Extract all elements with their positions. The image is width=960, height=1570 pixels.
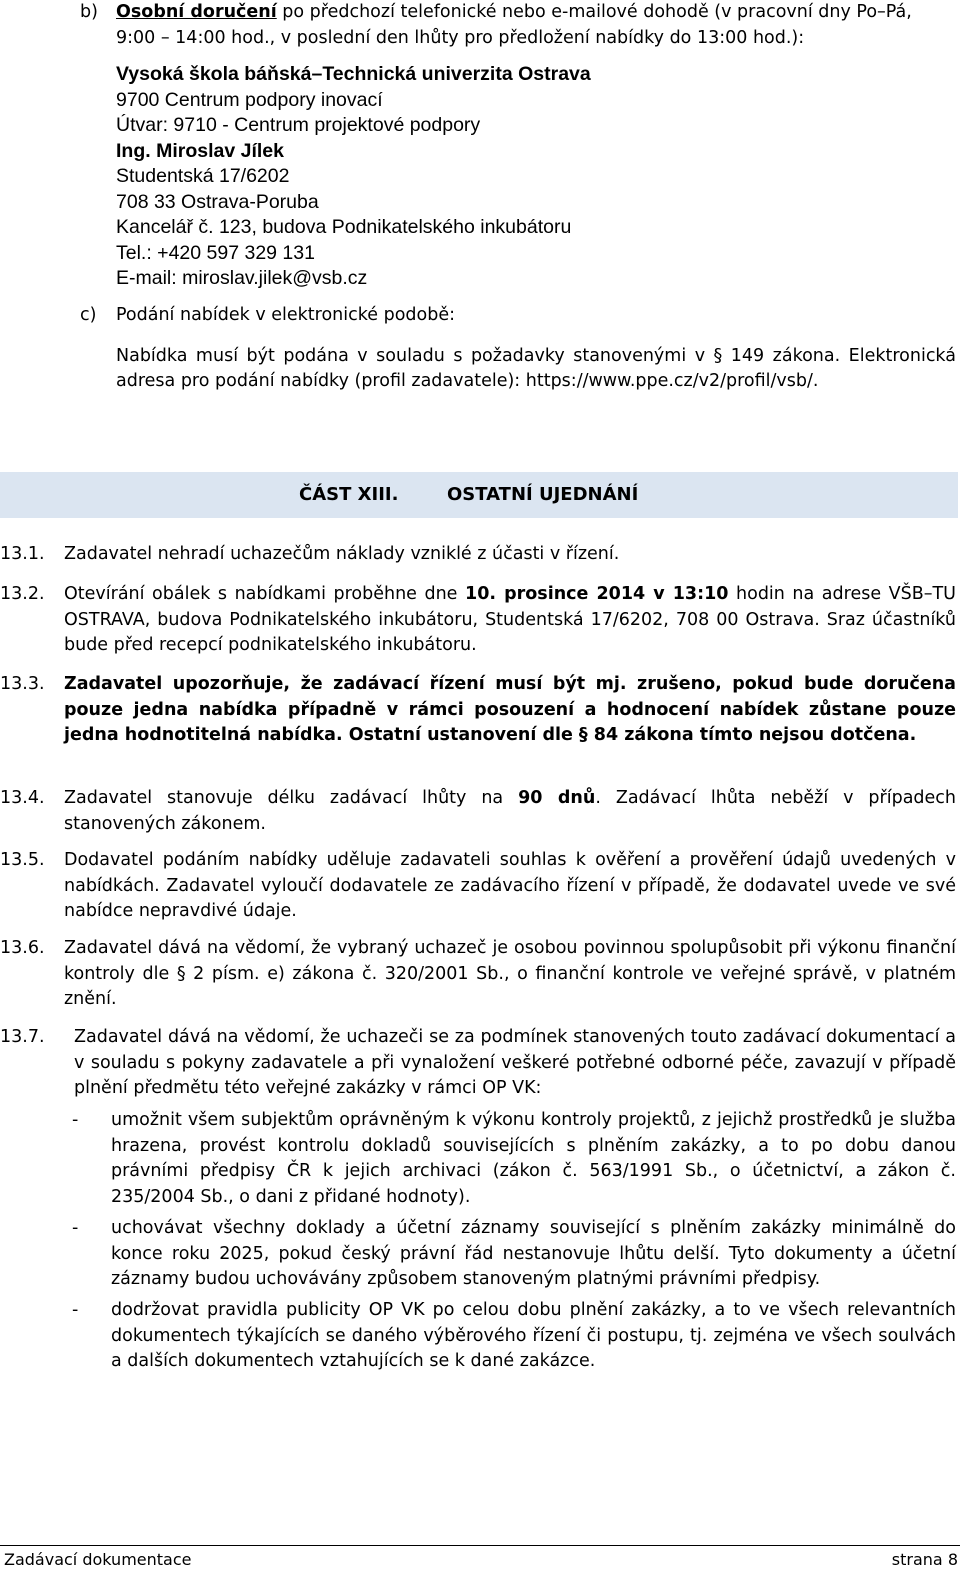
institution-name: Vysoká škola báňská–Technická univerzita Ostrava [116,63,591,85]
unit: Útvar: 9710 - Centrum projektové podpory [116,114,481,136]
office: Kancelář č. 123, budova Podnikatelského inkubátoru [116,216,572,238]
clause-text-c: . Zadávací lhůta neběží v případech stanovených zákonem. [64,788,957,834]
item-b-rest: po předchozí telefonické nebo e-mailové dohodě (v pracovní dny Po–Pá, 9:00 – 14:00 hod., v poslední den lhůty pro předložení nabídky do 13:00 hod.): [116,2,912,48]
item-b-text [116,0,956,51]
address-block [116,62,591,292]
phone: Tel.: +420 597 329 131 [116,241,315,264]
clause-text [64,786,956,837]
bullet-dash: - [72,1218,79,1238]
bullet-text: dodržovat pravidla publicity OP VK po celou dobu plnění zakázky, a to ve všech relevantních dokumentech týkajících se daného výběrového řízení či postupu, tj. zejména ve všech soulvách a dalších dokumentech vztahujících se k dané zakázce. [111,1300,956,1371]
clause-number: 13.4. [0,788,45,808]
section-heading-bar [0,472,958,518]
clause-text-a: Otevírání obálek s nabídkami proběhne dne [64,584,466,604]
clause-number: 13.3. [0,674,45,694]
electronic-submission-text: Nabídka musí být podána v souladu s požadavky stanovenými v § 149 zákona. Elektronická adresa pro podání nabídky (profil zadavatele): https://www.ppe.cz/v2/profil/vsb/. [116,345,956,391]
delivery-option-c [80,303,956,395]
item-label: b) [80,2,98,22]
clause-number: 13.7. [0,1027,45,1047]
clause-text: Zadavatel dává na vědomí, že uchazeči se za podmínek stanovených touto zadávací dokumentací a v souladu s pokyny zadavatele a při vynaložení veškeré potřebné odborné péče, zavazují v případě plnění předmětu této veřejné zakázky v rámci OP VK: [74,1027,956,1098]
clause-text: Zadavatel nehradí uchazečům náklady vzniklé z účasti v řízení. [64,544,620,564]
department: 9700 Centrum podpory inovací [116,88,383,111]
city: 708 33 Ostrava-Poruba [116,190,319,213]
bullet-text: uchovávat všechny doklady a účetní záznamy související s plněním zakázky minimálně do konce roku 2025, pokud český právní řád nestanovuje lhůtu delší. Tyto dokumenty a účetní záznamy budou uchovávány způsobem stanoveným platnými právními předpisy. [111,1218,956,1289]
delivery-option-b [80,0,956,51]
clause-text: Zadavatel dává na vědomí, že vybraný uchazeč je osobou povinnou spolupůsobit při výkonu finanční kontroly dle § 2 písm. e) zákona č. 320/2001 Sb., o finanční kontrole ve veřejné správě, v platném znění. [64,938,956,1009]
clause-text: Zadavatel upozorňuje, že zadávací řízení musí být mj. zrušeno, pokud bude doručena pouze jedna nabídka případně v rámci posouzení a hodnocení nabídek zůstane pouze jedna hodnotitelná nabídka. Ostatní ustanovení dle § 84 zákona tímto nejsou dotčena. [64,674,956,745]
footer-document-title: Zadávací dokumentace [4,1550,192,1569]
clause-text-a: Zadavatel stanovuje délku zadávací lhůty na [64,788,519,808]
bullet-text: umožnit všem subjektům oprávněným k výkonu kontroly projektů, z jejichž prostředků je služba hrazena, provést kontrolu dokladů souvisejících s plněním zakázky, a to po dobu danou právními předpisy ČR k jejich archivaci (zákon č. 563/1991 Sb., o účetnictví, a zákon č. 235/2004 Sb., o dani z přidané hodnoty). [111,1110,956,1207]
bullet-dash: - [72,1300,79,1320]
footer-page-number: strana 8 [891,1550,958,1569]
part-number: ČÁST XIII. [299,484,399,505]
email: E-mail: miroslav.jilek@vsb.cz [116,267,368,289]
validity-period: 90 dnů [518,788,596,808]
personal-delivery-heading: Osobní doručení [116,2,277,22]
clause-number: 13.1. [0,544,45,564]
clause-number: 13.2. [0,584,45,604]
clause-text: Dodavatel podáním nabídky uděluje zadavateli souhlas k ověření a prověření údajů uvedených v nabídkách. Zadavatel vyloučí dodavatele ze zadávacího řízení v případě, že dodavatel uvede ve své nabídce nepravdivé údaje. [64,850,956,921]
clause-text [64,582,956,659]
contact-name: Ing. Miroslav Jílek [116,139,284,162]
item-label: c) [80,305,97,325]
clause-text-c: hodin na adrese VŠB–TU OSTRAVA, budova Podnikatelského inkubátoru, Studentská 17/6202, 708 00 Ostrava. Sraz účastníků bude před recepcí podnikatelského inkubátoru. [64,584,956,655]
opening-date: 10. prosince 2014 v 13:10 [465,584,729,604]
clause-number: 13.5. [0,850,45,870]
page-footer [0,1545,960,1568]
bullet-dash: - [72,1110,79,1130]
part-title: OSTATNÍ UJEDNÁNÍ [447,484,639,505]
clause-number: 13.6. [0,938,45,958]
electronic-submission-heading: Podání nabídek v elektronické podobě: [116,305,455,325]
street: Studentská 17/6202 [116,165,290,187]
